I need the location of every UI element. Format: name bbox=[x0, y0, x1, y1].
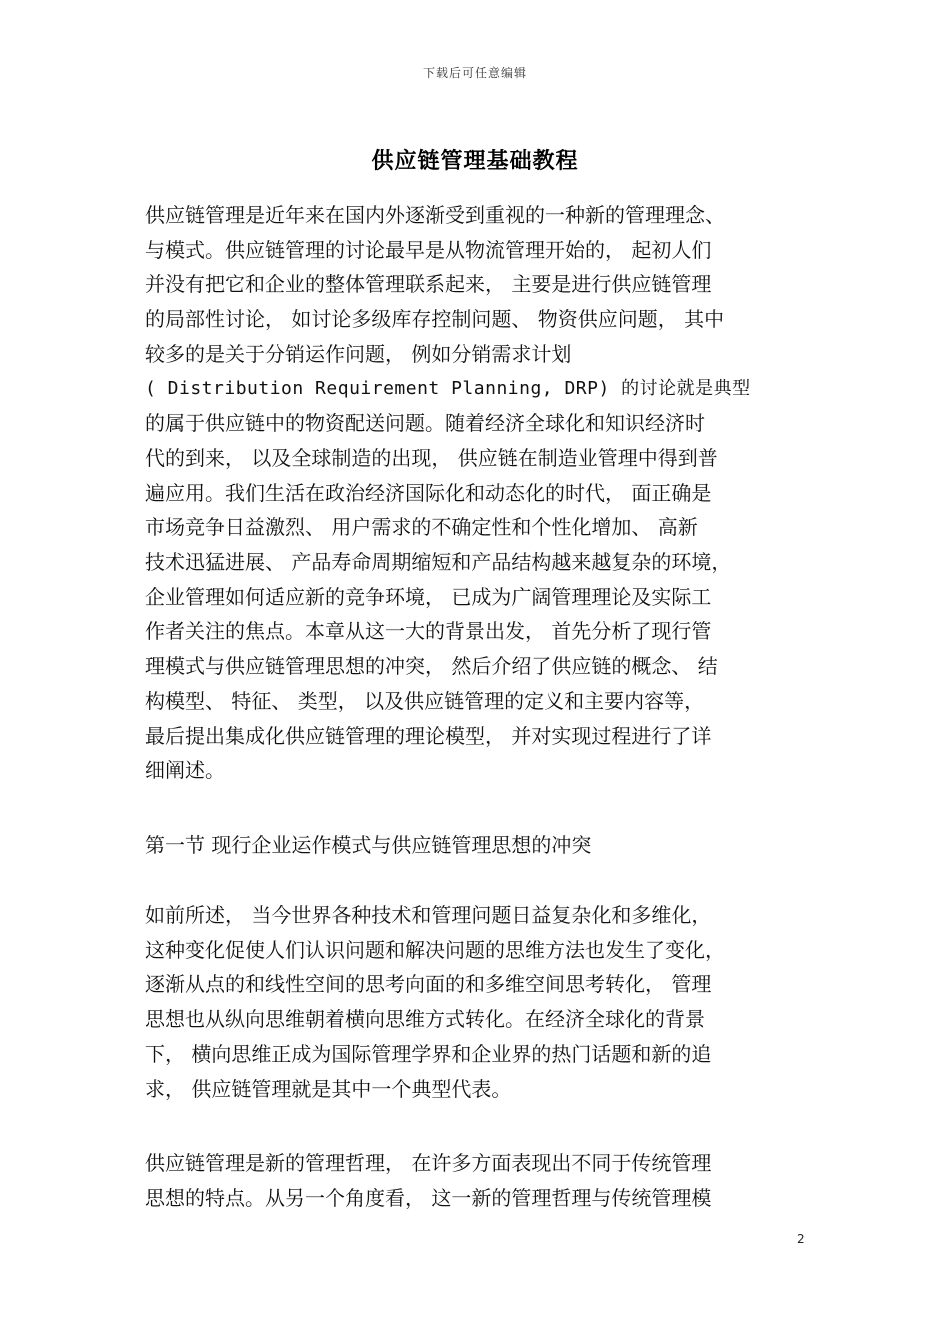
text-line: 最后提出集成化供应链管理的理论模型， 并对实现过程进行了详 bbox=[145, 723, 712, 748]
text-line: 思想也从纵向思维朝着横向思维方式转化。在经济全球化的背景 bbox=[145, 1007, 705, 1032]
text-line: 遍应用。我们生活在政治经济国际化和动态化的时代， 面正确是 bbox=[145, 480, 712, 505]
page-number: 2 bbox=[797, 1232, 805, 1246]
page-header-note: 下载后可任意编辑 bbox=[422, 66, 527, 80]
text-line: 较多的是关于分销运作问题， 例如分销需求计划 bbox=[145, 341, 572, 366]
text-line: 细阐述。 bbox=[145, 758, 225, 783]
text-line: 下， 横向思维正成为国际管理学界和企业界的热门话题和新的追 bbox=[145, 1041, 712, 1066]
text-line: 供应链管理是新的管理哲理， 在许多方面表现出不同于传统管理 bbox=[145, 1151, 712, 1175]
text-line: 作者关注的焦点。本章从这一大的背景出发， 首先分析了现行管 bbox=[145, 619, 712, 644]
text-line: 如前所述， 当今世界各种技术和管理问题日益复杂化和多维化， bbox=[145, 903, 712, 927]
section-heading bbox=[145, 828, 815, 863]
paragraph-section1-intro bbox=[145, 898, 815, 1106]
section-heading-text: 第一节 现行企业运作模式与供应链管理思想的冲突 bbox=[145, 833, 592, 857]
text-line: 供应链管理是近年来在国内外逐渐受到重视的一种新的管理理念、 bbox=[145, 203, 725, 227]
document-title: 供应链管理基础教程 bbox=[371, 149, 579, 174]
text-line: 与模式。供应链管理的讨论最早是从物流管理开始的， 起初人们 bbox=[145, 237, 712, 262]
text-line: 代的到来， 以及全球制造的出现， 供应链在制造业管理中得到普 bbox=[145, 445, 718, 470]
text-line: ( Distribution Requirement Planning, DRP) 的讨论就是典型 bbox=[145, 377, 751, 399]
text-line: 企业管理如何适应新的竞争环境， 已成为广阔管理理论及实际工 bbox=[145, 584, 712, 609]
text-line: 的属于供应链中的物资配送问题。随着经济全球化和知识经济时 bbox=[145, 411, 705, 436]
text-line: 逐渐从点的和线性空间的思考向面的和多维空间思考转化， 管理 bbox=[145, 972, 712, 997]
text-line: 技术迅猛进展、 产品寿命周期缩短和产品结构越来越复杂的环境， bbox=[145, 550, 732, 575]
text-line: 市场竞争日益激烈、 用户需求的不确定性和个性化增加、 高新 bbox=[145, 515, 698, 540]
text-line: 思想的特点。从另一个角度看， 这一新的管理哲理与传统管理模 bbox=[145, 1185, 712, 1210]
text-line: 求， 供应链管理就是其中一个典型代表。 bbox=[145, 1076, 512, 1101]
text-line: 的局部性讨论， 如讨论多级库存控制问题、 物资供应问题， 其中 bbox=[145, 307, 725, 332]
text-line: 并没有把它和企业的整体管理联系起来， 主要是进行供应链管理 bbox=[145, 272, 712, 297]
text-line: 构模型、 特征、 类型， 以及供应链管理的定义和主要内容等， bbox=[145, 688, 705, 713]
paragraph-intro bbox=[145, 198, 815, 788]
text-line: 理模式与供应链管理思想的冲突， 然后介绍了供应链的概念、 结 bbox=[145, 654, 718, 679]
paragraph-section1-body bbox=[145, 1146, 815, 1215]
text-line: 这种变化促使人们认识问题和解决问题的思维方法也发生了变化， bbox=[145, 937, 725, 962]
